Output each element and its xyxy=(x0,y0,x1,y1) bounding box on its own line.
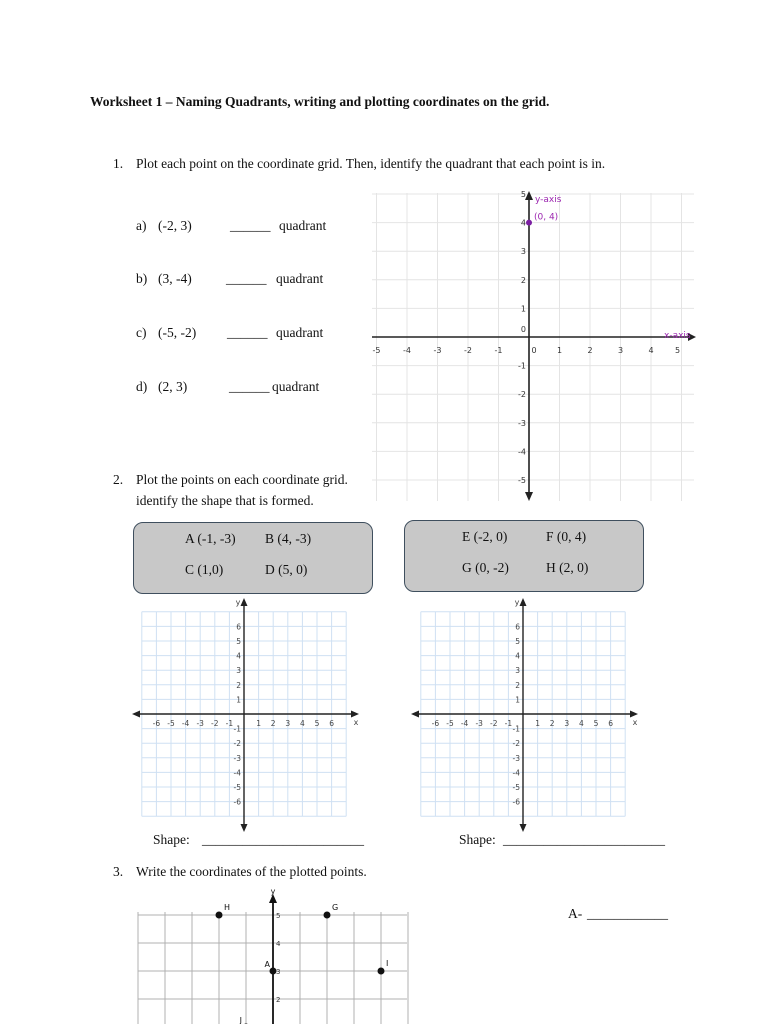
x-axis-arrow-left xyxy=(411,711,419,718)
q1-text: Plot each point on the coordinate grid. Then, identify the quadrant that each point is in. xyxy=(136,156,606,171)
x-tick-label: 2 xyxy=(270,719,276,728)
y-tick-label: 4 xyxy=(520,218,526,228)
x-tick-label: -5 xyxy=(372,346,381,355)
y-tick-label: 0 xyxy=(520,325,526,334)
item-word: quadrant xyxy=(272,379,320,394)
y-tick-label: 2 xyxy=(236,680,241,690)
shape-blank-2[interactable]: ________________________ xyxy=(503,832,665,847)
x-axis-label: x xyxy=(632,718,638,727)
x-tick-label: 3 xyxy=(564,719,570,728)
q1-coordinate-grid[interactable] xyxy=(368,185,698,505)
y-tick-label: 1 xyxy=(236,695,241,705)
item-word: quadrant xyxy=(276,271,324,286)
x-tick-label: -6 xyxy=(431,719,440,728)
y-tick-label: 6 xyxy=(236,622,241,632)
y-tick-label: -3 xyxy=(518,418,526,428)
point-h[interactable] xyxy=(216,912,223,919)
y-tick-label: 1 xyxy=(515,695,520,705)
point-f: F (0, 4) xyxy=(546,529,587,544)
q3-text: Write the coordinates of the plotted points. xyxy=(136,864,367,879)
x-axis xyxy=(132,711,359,718)
x-tick-label: 4 xyxy=(579,719,584,728)
q2-coordinate-grid-2[interactable] xyxy=(409,596,641,834)
point-label: H xyxy=(224,903,231,912)
y-tick-labels xyxy=(276,912,281,1004)
y-tick-label: 3 xyxy=(515,666,520,676)
point-h: H (2, 0) xyxy=(546,560,589,575)
x-tick-label: -3 xyxy=(475,719,483,728)
answer-blank[interactable]: ______ xyxy=(227,325,268,340)
item-word: quadrant xyxy=(279,218,327,233)
x-tick-label: -5 xyxy=(167,719,175,728)
q2-coordinate-grid-1[interactable] xyxy=(130,596,362,834)
item-point: (3, -4) xyxy=(158,271,192,286)
x-tick-label: 2 xyxy=(587,346,593,355)
answer-blank[interactable]: ______ xyxy=(230,218,271,233)
y-tick-label: -5 xyxy=(512,783,520,792)
x-axis-label: x xyxy=(353,718,359,727)
x-tick-label: 1 xyxy=(535,719,540,728)
y-tick-label: 3 xyxy=(276,968,281,976)
y-tick-label: -6 xyxy=(512,797,520,807)
points-box-1 xyxy=(133,522,373,594)
x-tick-label: -4 xyxy=(181,719,190,728)
y-tick-label: -3 xyxy=(512,753,520,763)
y-tick-label: -1 xyxy=(233,724,241,734)
shape-blank-1[interactable]: ________________________ xyxy=(202,832,364,847)
x-tick-label: -6 xyxy=(152,719,161,728)
x-axis xyxy=(411,711,638,718)
y-tick-label: 6 xyxy=(515,622,520,632)
x-tick-label: 1 xyxy=(556,346,563,355)
y-tick-label: -1 xyxy=(512,724,520,734)
point-g[interactable] xyxy=(324,912,331,919)
x-tick-label: 5 xyxy=(314,719,320,728)
point-b: B (4, -3) xyxy=(265,531,312,546)
item-letter: b) xyxy=(136,271,148,286)
y-axis-label: y xyxy=(514,598,520,607)
x-tick-label: -1 xyxy=(504,719,513,728)
x-tick-label: 0 xyxy=(531,346,537,355)
answer-blank-a[interactable]: ____________ xyxy=(587,906,668,921)
y-axis-label: y xyxy=(270,887,276,896)
y-tick-label: -4 xyxy=(512,768,520,778)
y-tick-label: 3 xyxy=(520,247,526,257)
y-tick-label: -1 xyxy=(518,361,526,371)
x-tick-labels xyxy=(373,346,681,355)
point-i[interactable] xyxy=(378,968,385,975)
item-letter: d) xyxy=(136,379,148,394)
y-axis-arrow-up xyxy=(520,598,527,606)
y-tick-label: -2 xyxy=(518,390,526,400)
y-tick-label: 3 xyxy=(236,666,241,676)
point-g: G (0, -2) xyxy=(462,560,509,575)
x-axis-arrow-right xyxy=(630,711,638,718)
x-tick-label: -4 xyxy=(403,346,411,355)
y-tick-label: -5 xyxy=(518,476,526,485)
y-tick-label: 5 xyxy=(515,637,520,646)
point-label: G xyxy=(332,903,339,912)
points-box-2 xyxy=(404,520,644,592)
x-tick-label: -2 xyxy=(464,346,472,355)
shape-label-1: Shape: xyxy=(153,832,190,847)
y-tick-label: 4 xyxy=(515,651,520,661)
y-tick-label: 5 xyxy=(236,637,241,646)
x-tick-label: -5 xyxy=(446,719,454,728)
q2-number: 2. xyxy=(113,472,124,487)
y-tick-label: 4 xyxy=(276,940,281,948)
q2-line1: Plot the points on each coordinate grid. xyxy=(136,472,348,487)
y-tick-label: 4 xyxy=(236,651,241,661)
y-tick-label: -6 xyxy=(233,797,241,807)
point-label: J xyxy=(239,1016,242,1024)
x-tick-label: 3 xyxy=(285,719,291,728)
y-axis-label: y-axis xyxy=(535,195,562,205)
x-tick-label: 6 xyxy=(608,719,613,728)
x-tick-label: -2 xyxy=(211,719,219,728)
point-e: E (-2, 0) xyxy=(462,529,508,544)
y-tick-label: -3 xyxy=(233,753,241,763)
x-tick-label: -4 xyxy=(460,719,469,728)
answer-blank[interactable]: ______ xyxy=(226,271,267,286)
point-a[interactable] xyxy=(270,968,277,975)
shape-label-2: Shape: xyxy=(459,832,496,847)
x-axis xyxy=(372,333,696,341)
x-tick-label: -1 xyxy=(494,346,503,355)
x-axis-arrow-right xyxy=(351,711,359,718)
y-tick-label: -4 xyxy=(518,447,526,457)
x-tick-label: -2 xyxy=(490,719,498,728)
answer-label-a: A- xyxy=(568,906,583,921)
point-a: A (-1, -3) xyxy=(185,531,236,546)
y-tick-label: 2 xyxy=(276,996,281,1004)
y-tick-label: -2 xyxy=(233,739,241,749)
q1-number: 1. xyxy=(113,156,124,171)
q3-coordinate-grid[interactable] xyxy=(130,886,415,1024)
y-tick-label: 2 xyxy=(515,680,520,690)
point-label: I xyxy=(386,959,389,968)
item-point: (-5, -2) xyxy=(158,325,197,340)
answer-blank[interactable]: ______ xyxy=(229,379,270,394)
x-tick-label: 4 xyxy=(300,719,305,728)
q3-number: 3. xyxy=(113,864,124,879)
plotted-point[interactable] xyxy=(526,220,532,226)
item-word: quadrant xyxy=(276,325,324,340)
x-tick-label: -3 xyxy=(196,719,204,728)
y-axis-arrow-down xyxy=(520,824,527,832)
x-axis-label: x-axis xyxy=(664,331,691,341)
y-tick-label: 5 xyxy=(276,912,281,920)
item-letter: a) xyxy=(136,218,147,233)
y-axis-arrow-up xyxy=(241,598,248,606)
x-tick-label: 6 xyxy=(329,719,334,728)
x-tick-label: 1 xyxy=(256,719,261,728)
item-point: (2, 3) xyxy=(158,379,188,394)
x-tick-label: 5 xyxy=(674,346,681,355)
point-c: C (1,0) xyxy=(185,562,224,577)
y-tick-label: -2 xyxy=(512,739,520,749)
y-tick-label: -4 xyxy=(233,768,241,778)
y-axis-arrow-down xyxy=(241,824,248,832)
y-tick-label: 5 xyxy=(520,190,526,199)
x-tick-label: 3 xyxy=(617,346,624,355)
x-tick-label: -1 xyxy=(225,719,234,728)
plotted-points xyxy=(216,903,389,1024)
x-axis-arrow-left xyxy=(132,711,140,718)
point-label: (0, 4) xyxy=(534,212,559,223)
y-tick-label: 1 xyxy=(520,304,526,314)
point-d: D (5, 0) xyxy=(265,562,308,577)
q2-line2: identify the shape that is formed. xyxy=(136,493,314,508)
worksheet-title: Worksheet 1 – Naming Quadrants, writing and plotting coordinates on the grid. xyxy=(90,94,550,109)
x-tick-label: -3 xyxy=(433,346,442,355)
y-axis xyxy=(241,598,248,832)
point-label: A xyxy=(264,960,270,969)
y-axis xyxy=(520,598,527,832)
y-tick-label: 2 xyxy=(520,275,526,285)
x-tick-label: 5 xyxy=(593,719,599,728)
x-tick-label: 4 xyxy=(648,346,654,355)
item-letter: c) xyxy=(136,325,147,340)
item-point: (-2, 3) xyxy=(158,218,192,233)
x-tick-label: 2 xyxy=(549,719,555,728)
y-axis-label: y xyxy=(235,598,241,607)
y-tick-label: -5 xyxy=(233,783,241,792)
